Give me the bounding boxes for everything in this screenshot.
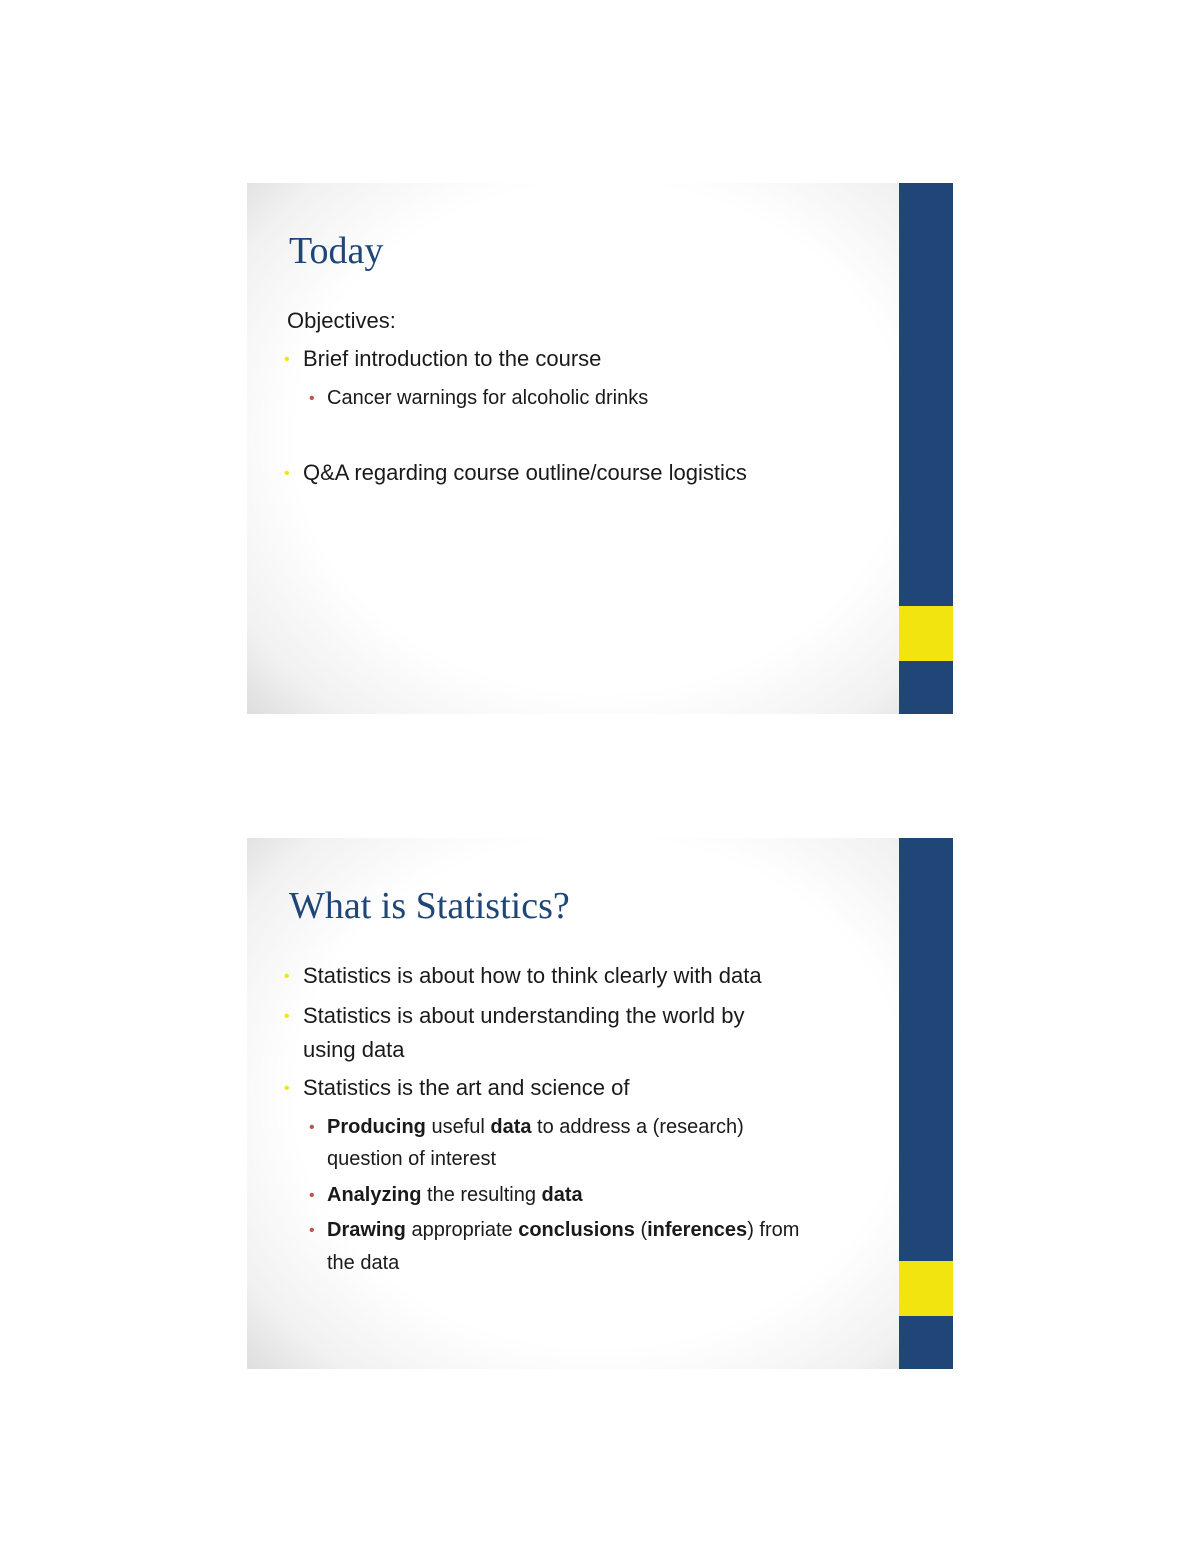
bullet-icon: • [309,1187,315,1204]
slide-what-is-statistics [247,838,953,1369]
bullet-icon: • [284,1008,290,1025]
list-subitem-continuation: the data [327,1252,400,1274]
bullet-icon: • [284,351,290,368]
sidebar-accent-block [899,606,953,661]
bullet-icon: • [309,1119,315,1136]
slide-body: Objectives: • Brief introduction to the course • Cancer warnings for alcoholic drinks • Q&A regarding course outline/course logistics [284,308,747,485]
slide-today [247,183,953,714]
list-item-continuation: using data [303,1037,405,1062]
bullet-icon: • [309,1222,315,1239]
bullet-icon: • [284,465,290,482]
slide-sidebar [899,183,953,714]
sidebar-accent-block [899,1261,953,1316]
objectives-label: Objectives: [287,308,396,333]
list-subitem-continuation: question of interest [327,1148,496,1170]
slide-body: • Statistics is about how to think clearly with data • Statistics is about understanding the world by using data • Statistics is the art and science of • Producing useful data to address a (research) question of interest • Analyzing the resulting data • Drawing appropriate conclusions (inferences) from the data [284,963,800,1274]
bullet-icon: • [309,390,315,407]
slide-sidebar [899,838,953,1369]
bullet-icon: • [284,1080,290,1097]
slide-title: Today [289,230,384,272]
bullet-icon: • [284,968,290,985]
slide-title: What is Statistics? [289,885,570,927]
